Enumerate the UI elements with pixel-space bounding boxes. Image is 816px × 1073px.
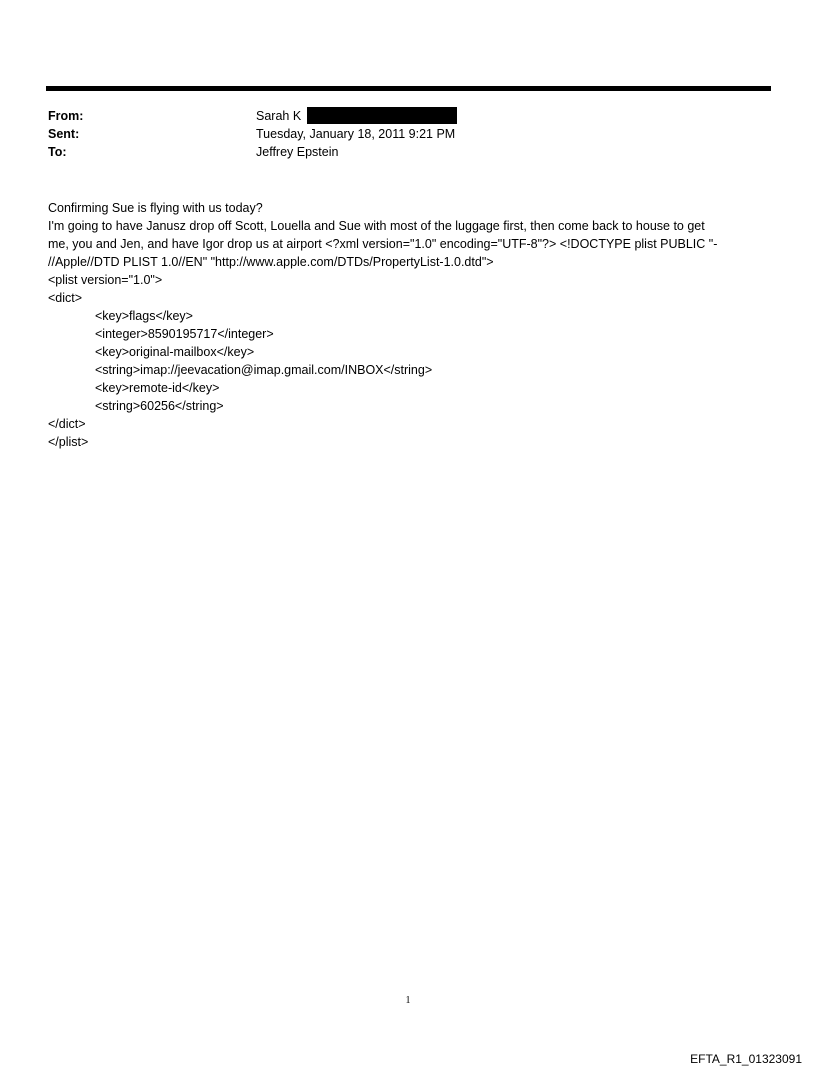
to-value: Jeffrey Epstein (256, 145, 339, 159)
body-line: <integer>8590195717</integer> (95, 327, 274, 341)
body-line: <key>flags</key> (95, 309, 193, 323)
body-line: <dict> (48, 291, 83, 305)
sent-label: Sent: (48, 127, 80, 141)
body-line: //Apple//DTD PLIST 1.0//EN" "http://www.apple.com/DTDs/PropertyList-1.0.dtd"> (48, 255, 494, 269)
redaction-block (307, 107, 457, 124)
to-label: To: (48, 145, 67, 159)
from-value: Sarah K (256, 109, 302, 123)
sent-value: Tuesday, January 18, 2011 9:21 PM (256, 127, 456, 141)
document-id: EFTA_R1_01323091 (690, 1052, 802, 1066)
body-line: <string>imap://jeevacation@imap.gmail.com/INBOX</string> (95, 363, 433, 377)
body-line: <string>60256</string> (95, 399, 224, 413)
email-body (48, 199, 763, 451)
body-line: </plist> (48, 435, 89, 449)
body-line: <plist version="1.0"> (48, 273, 163, 287)
from-label: From: (48, 109, 84, 123)
body-line: <key>original-mailbox</key> (95, 345, 255, 359)
body-line: </dict> (48, 417, 86, 431)
from-value-wrap (256, 107, 457, 125)
page-number: 1 (405, 995, 411, 1006)
body-line: Confirming Sue is flying with us today? (48, 201, 263, 215)
body-line: <key>remote-id</key> (95, 381, 220, 395)
body-line: I'm going to have Janusz drop off Scott, Louella and Sue with most of the luggage first, then come back to house to get (48, 219, 705, 233)
body-line: me, you and Jen, and have Igor drop us at airport <?xml version="1.0" encoding="UTF-8"?> <!DOCTYPE plist PUBLIC "- (48, 237, 718, 251)
top-rule (46, 86, 771, 91)
